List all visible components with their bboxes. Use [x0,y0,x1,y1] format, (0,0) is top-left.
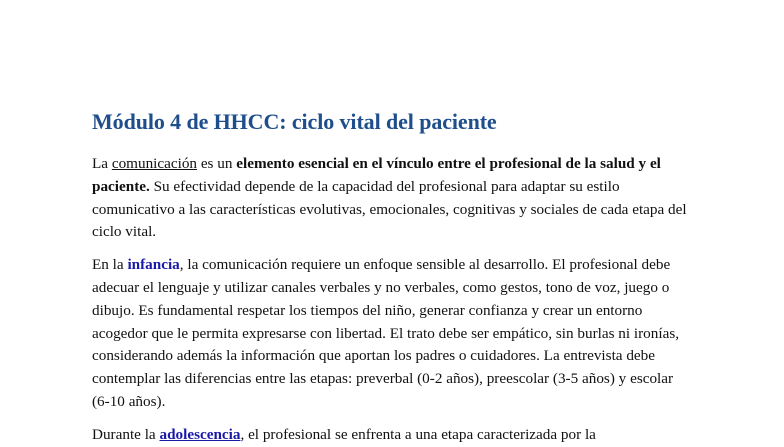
paragraph-infancy [92,254,692,414]
page-title: Módulo 4 de HHCC: ciclo vital del paciente [92,109,497,134]
term-infancia: infancia [127,256,180,274]
text-run: La [92,155,112,172]
text-run: En la [92,256,128,274]
text-run: Su efectividad depende de la capacidad del profesional para adaptar su estilo comunicativo a las características evolutivas, emocionales, cognitivas y sociales de cada etapa del ciclo vital. [92,177,687,241]
text-run: , el profesional se enfrenta a una etapa caracterizada por la [240,425,596,443]
term-comunicacion: comunicación [111,155,198,172]
document-body [92,108,692,447]
text-run: Durante la [92,425,160,443]
bold-statement: elemento esencial en el vínculo entre el profesional de la salud y el paciente. [92,155,661,195]
paragraph-adolescence [92,424,692,447]
text-run: es un [197,155,237,172]
paragraph-communication [92,153,692,244]
text-run: , la comunicación requiere un enfoque sensible al desarrollo. El profesional debe adecuar el lenguaje y utilizar canales verbales y no verbales, como gestos, tono de voz, juego o dibujo. Es fundamental respetar los tiempos del niño, generar confianza y crear un entorno acogedor que le permita expresarse con libertad. El trato debe ser empático, sin burlas ni ironías, considerando además la información que aportan los padres o cuidadores. La entrevista debe contemplar las diferencias entre las etapas: preverbal (0-2 años), preescolar (3-5 años) y escolar (6-10 años). [92,256,680,410]
term-adolescencia: adolescencia [159,425,241,443]
